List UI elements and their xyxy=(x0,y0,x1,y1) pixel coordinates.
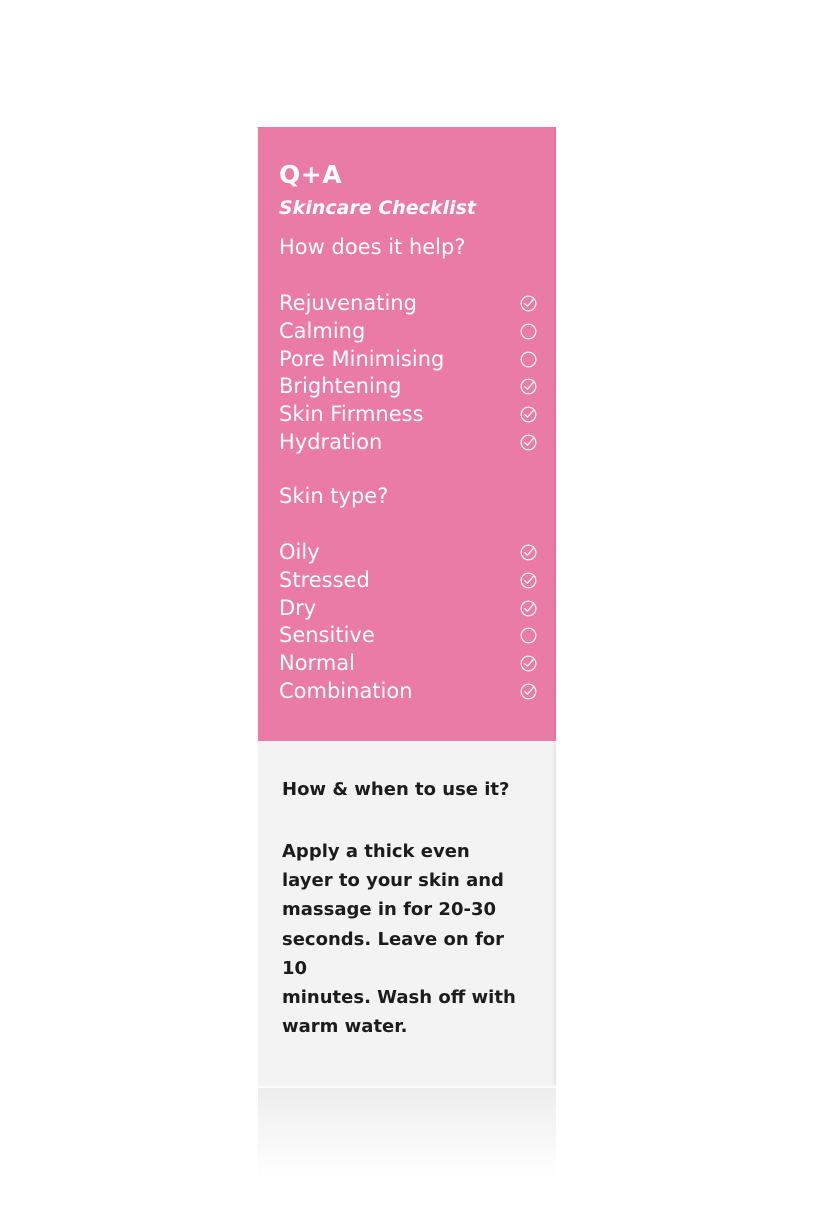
check-circle-icon xyxy=(520,378,537,395)
checklist-item xyxy=(279,318,537,346)
product-box xyxy=(258,127,556,1085)
checklist-item-label: Dry xyxy=(279,595,317,620)
checklist-item xyxy=(279,401,537,429)
check-circle-icon xyxy=(520,434,537,451)
checklist-item xyxy=(279,290,537,318)
skin-type-question: Skin type? xyxy=(279,484,389,508)
check-circle-icon xyxy=(520,572,537,589)
check-circle-icon xyxy=(520,295,537,312)
checklist-item-label: Hydration xyxy=(279,429,383,454)
checklist-panel xyxy=(258,127,556,741)
checklist-item xyxy=(279,650,537,678)
empty-circle-icon xyxy=(520,351,537,368)
check-circle-icon xyxy=(520,600,537,617)
usage-title: How & when to use it? xyxy=(282,779,510,800)
checklist-item xyxy=(279,345,537,373)
check-circle-icon xyxy=(520,544,537,561)
checklist-item-label: Brightening xyxy=(279,374,402,399)
checklist-item-label: Sensitive xyxy=(279,623,375,648)
checklist-item xyxy=(279,567,537,595)
checklist-title: Skincare Checklist xyxy=(279,197,476,219)
checklist-item xyxy=(279,373,537,401)
box-reflection xyxy=(258,1088,556,1178)
empty-circle-icon xyxy=(520,323,537,340)
checklist-item-label: Pore Minimising xyxy=(279,346,445,371)
check-circle-icon xyxy=(520,655,537,672)
empty-circle-icon xyxy=(520,627,537,644)
checklist-item-label: Combination xyxy=(279,678,413,703)
checklist-item-label: Rejuvenating xyxy=(279,291,417,316)
checklist-item xyxy=(279,622,537,650)
usage-instructions: Apply a thick even layer to your skin and massage in for 20-30 seconds. Leave on for 10 minutes. Wash off with warm water. xyxy=(282,841,516,1038)
check-circle-icon xyxy=(520,683,537,700)
checklist-item-label: Skin Firmness xyxy=(279,402,424,427)
checklist-item-label: Oily xyxy=(279,540,320,565)
checklist-item xyxy=(279,677,537,705)
check-circle-icon xyxy=(520,406,537,423)
checklist-item xyxy=(279,594,537,622)
checklist-item-label: Normal xyxy=(279,651,355,676)
help-benefits-list xyxy=(279,290,537,456)
checklist-item xyxy=(279,539,537,567)
brand-logo-text: Q+A xyxy=(279,160,343,189)
checklist-item-label: Stressed xyxy=(279,568,370,593)
box-side-shading xyxy=(552,127,556,1085)
skin-type-list xyxy=(279,539,537,705)
usage-panel xyxy=(258,741,556,1085)
checklist-item xyxy=(279,428,537,456)
help-question: How does it help? xyxy=(279,235,466,259)
checklist-item-label: Calming xyxy=(279,319,366,344)
